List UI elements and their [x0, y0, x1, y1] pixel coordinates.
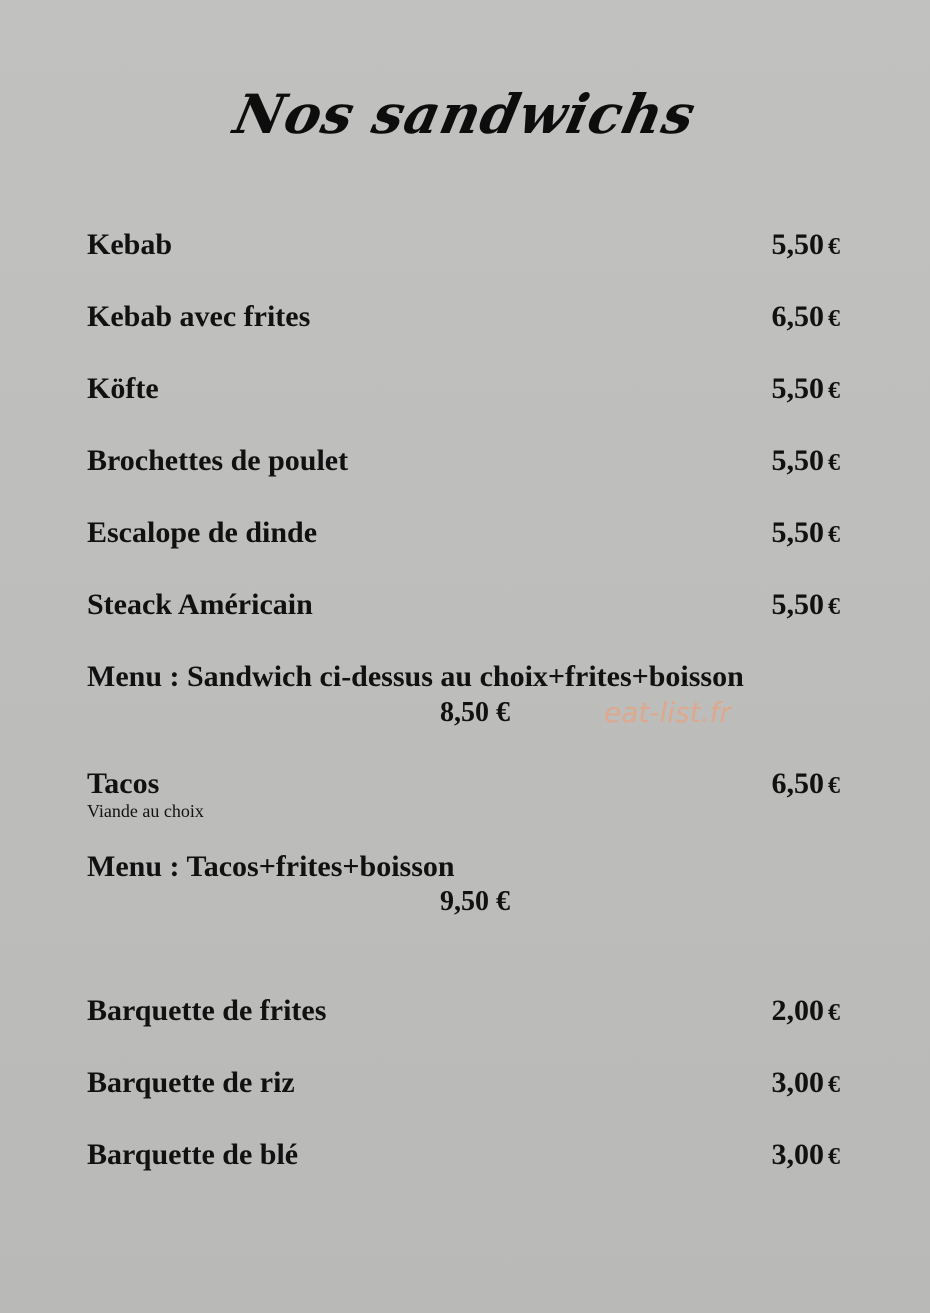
menu-sandwich-price: 8,50 € — [440, 697, 510, 728]
item-price: 5,50 € — [771, 228, 840, 261]
item-price: 5,50 € — [771, 444, 840, 477]
menu-item — [87, 372, 840, 412]
menu-item-tacos — [87, 767, 840, 827]
item-name: Kebab avec frites — [87, 300, 311, 333]
menu-tacos-label: Menu : Tacos+frites+boisson — [87, 850, 455, 883]
item-note: Viande au choix — [87, 801, 204, 821]
item-price: 6,50 € — [771, 767, 840, 800]
menu-item — [87, 588, 840, 628]
item-name: Tacos — [87, 767, 160, 800]
item-name: Steack Américain — [87, 588, 313, 621]
menu-item — [87, 300, 840, 340]
item-name: Escalope de dinde — [87, 516, 318, 549]
side-item — [87, 1066, 840, 1106]
page-title: Nos sandwichs — [228, 82, 702, 146]
item-name: Barquette de riz — [87, 1066, 295, 1099]
item-name: Barquette de frites — [87, 994, 327, 1027]
menu-sandwich-label: Menu : Sandwich ci-dessus au choix+frites+boisson — [87, 660, 744, 693]
item-price: 5,50 € — [771, 588, 840, 621]
item-price: 5,50 € — [771, 516, 840, 549]
menu-item — [87, 444, 840, 484]
item-price: 3,00 € — [771, 1066, 840, 1099]
item-name: Barquette de blé — [87, 1138, 299, 1171]
watermark: eat-list.fr — [604, 696, 731, 729]
item-price: 6,50 € — [771, 300, 840, 333]
menu-item — [87, 516, 840, 556]
side-item — [87, 994, 840, 1034]
side-item — [87, 1138, 840, 1178]
item-price: 3,00 € — [771, 1138, 840, 1171]
item-name: Kebab — [87, 228, 173, 261]
menu-item — [87, 228, 840, 268]
item-name: Köfte — [87, 372, 159, 405]
item-price: 5,50 € — [771, 372, 840, 405]
item-price: 2,00 € — [771, 994, 840, 1027]
item-name: Brochettes de poulet — [87, 444, 349, 477]
menu-tacos-price: 9,50 € — [440, 886, 510, 917]
